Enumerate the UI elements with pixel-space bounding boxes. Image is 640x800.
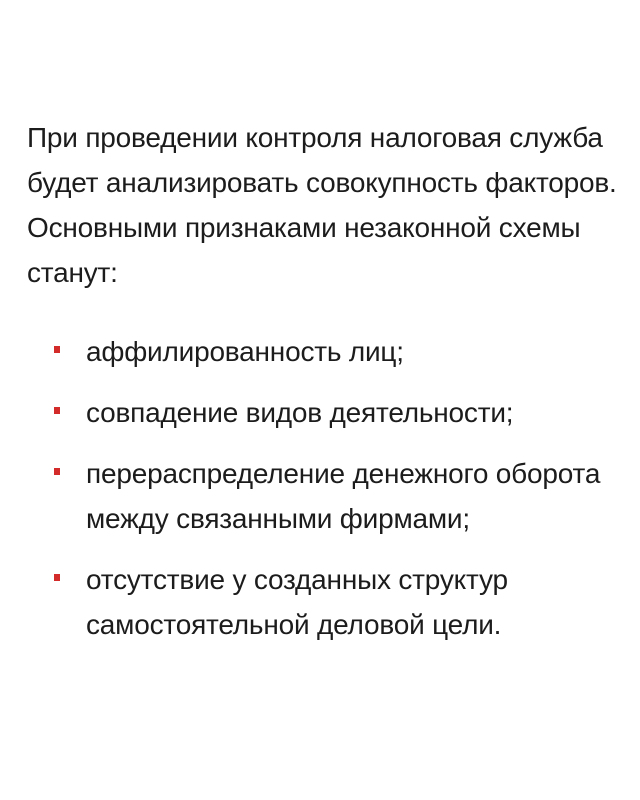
bullet-square-icon — [54, 346, 60, 353]
intro-paragraph: При проведении контроля налоговая служба будет анализировать совокупность факторов. Основными признаками незаконной схемы станут: — [27, 122, 617, 288]
list-item — [27, 557, 617, 647]
list-item — [27, 390, 617, 435]
bullet-square-icon — [54, 574, 60, 581]
list-item-text: аффилированность лиц; — [86, 336, 404, 367]
list-item-text: перераспределение денежного оборота между связанными фирмами; — [86, 458, 601, 534]
list-item — [27, 451, 617, 541]
bullet-list — [27, 329, 617, 647]
list-item-text: совпадение видов деятельности; — [86, 397, 514, 428]
list-item — [27, 329, 617, 374]
document-content — [27, 115, 617, 663]
list-item-text: отсутствие у созданных структур самостоятельной деловой цели. — [86, 564, 508, 640]
bullet-square-icon — [54, 407, 60, 414]
bullet-square-icon — [54, 468, 60, 475]
